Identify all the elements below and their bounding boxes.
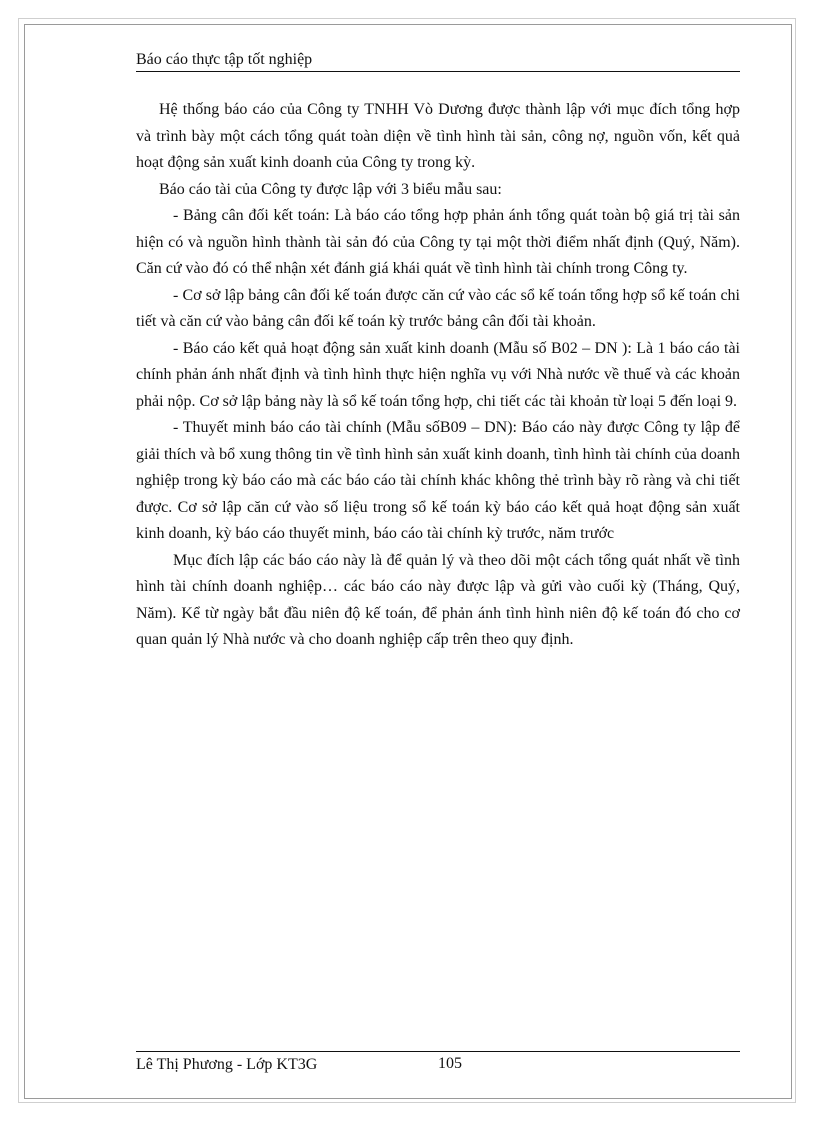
paragraph-notes: - Thuyết minh báo cáo tài chính (Mẫu sốB09 – DN): Báo cáo này được Công ty lập để giải thích và bổ xung thông tin về tình hình sản xuất kinh doanh, tình hình tài chính của doanh nghiệp trong kỳ báo cáo mà các báo cáo tài chính khác không thẻ trình bày rõ ràng và chi tiết được. Cơ sở lập căn cứ vào số liệu trong sổ kế toán kỳ báo cáo kết quả hoạt động sản xuất kinh doanh, kỳ báo cáo thuyết minh, báo cáo tài chính kỳ trước, năm trước [136,419,740,542]
paragraph-balance-sheet: - Bảng cân đối kết toán: Là báo cáo tổng hợp phản ánh tổng quát toàn bộ giá trị tài sản hiện có và nguồn hình thành tài sản đó của Công ty tại một thời điểm nhất định (Quý, Năm). Căn cứ vào đó có thể nhận xét đánh giá khái quát về tình hình tài chính trong Công ty. [136,207,740,277]
header-rule [136,71,740,72]
paragraph-intro: Hệ thống báo cáo của Công ty TNHH Vò Dương được thành lập với mục đích tổng hợp và trình bày một cách tổng quát toàn diện về tình hình tài sản, công nợ, nguồn vốn, kết quả hoạt động sản xuất kinh doanh của Công ty trong kỳ. [136,101,740,171]
paragraph-income-statement: - Báo cáo kết quả hoạt động sản xuất kinh doanh (Mẫu số B02 – DN ): Là 1 báo cáo tài chính phản ánh nhất định và tình hình thực hiện nghĩa vụ với Nhà nước về thuế và các khoản phải nộp. Cơ sở lập bảng này là sổ kế toán tổng hợp, chi tiết các tài khoản từ loại 5 đến loại 9. [136,339,740,410]
footer-author: Lê Thị Phương - Lớp KT3G [136,1056,318,1073]
paragraph-forms-intro: Báo cáo tài của Công ty được lập với 3 biểu mẫu sau: [159,180,502,198]
paragraph-purpose: Mục đích lập các báo cáo này là để quản lý và theo dõi một cách tổng quát nhất về tình hình tài chính doanh nghiệp… các báo cáo này được lập và gửi vào cuối kỳ (Tháng, Quý, Năm). Kể từ ngày bắt đầu niên độ kế toán, để phản ánh tình hình niên độ kế toán đó cho cơ quan quản lý Nhà nước và cho doanh nghiệp cấp trên theo quy định. [136,551,740,648]
document-body [136,97,740,654]
footer-rule [136,1051,740,1052]
page-number: 105 [438,1055,462,1072]
paragraph-balance-basis: - Cơ sở lập bảng cân đối kế toán được căn cứ vào các sổ kế toán tổng hợp sổ kế toán chi tiết và căn cứ vào bảng cân đối kế toán kỳ trước bảng cân đối tài khoản. [136,286,740,330]
running-header-title: Báo cáo thực tập tốt nghiệp [136,51,313,68]
